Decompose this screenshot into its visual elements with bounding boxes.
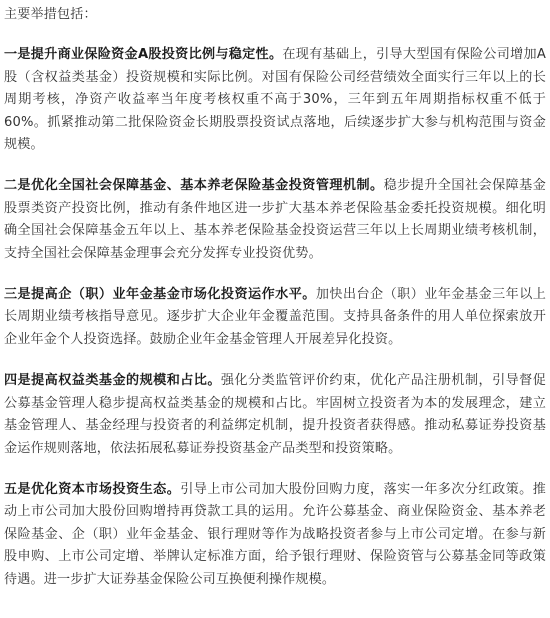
measure-2-heading: 二是优化全国社会保障基金、基本养老保险基金投资管理机制。	[4, 178, 384, 194]
measure-2-body: 稳步提升全国社会保障基金股票类资产投资比例，推动有条件地区进一步扩大基本养老保险基金委托投资规模。细化明确全国社会保障基金五年以上、基本养老保险基金投资运营三年以上长周期业绩考核机制，支持全国社会保障基金理事会充分发挥专业投资优势。	[4, 178, 546, 261]
measure-paragraph-3	[4, 284, 546, 351]
measure-4-body: 强化分类监管评价约束，优化产品注册机制，引导督促公募基金管理人稳步提高权益类基金的规模和占比。牢固树立投资者为本的发展理念，建立基金管理人、基金经理与投资者的利益绑定机制，提升投资者获得感。推动私募证券投资基金运作规则落地，依法拓展私募证券投资基金产品类型和投资策略。	[4, 373, 546, 456]
measure-1-heading: 一是提升商业保险资金A股投资比例与稳定性。	[4, 47, 283, 63]
measure-4-heading: 四是提高权益类基金的规模和占比。	[4, 373, 221, 389]
intro-text: 主要举措包括：	[4, 7, 97, 22]
measure-paragraph-5	[4, 479, 546, 591]
measure-paragraph-1	[4, 44, 546, 156]
measure-1-body: 在现有基础上，引导大型国有保险公司增加A股（含权益类基金）投资规模和实际比例。对国有保险公司经营绩效全面实行三年以上的长周期考核，净资产收益率当年度考核权重不高于30%，三年到五年周期指标权重不低于60%。抓紧推动第二批保险资金长期股票投资试点落地，后续逐步扩大参与机构范围与资金规模。	[4, 47, 546, 153]
measure-3-body: 加快出台企（职）业年金基金三年以上长周期业绩考核指导意见。逐步扩大企业年金覆盖范围。支持具备条件的用人单位探索放开企业年金个人投资选择。鼓励企业年金基金管理人开展差异化投资。	[4, 287, 546, 347]
article-body	[4, 4, 546, 610]
measure-paragraph-4	[4, 370, 546, 460]
measure-3-heading: 三是提高企（职）业年金基金市场化投资运作水平。	[4, 287, 316, 303]
measure-paragraph-2	[4, 175, 546, 265]
measure-5-heading: 五是优化资本市场投资生态。	[4, 481, 181, 497]
measure-5-body: 引导上市公司加大股份回购力度，落实一年多次分红政策。推动上市公司加大股份回购增持再贷款工具的运用。允许公募基金、商业保险资金、基本养老保险基金、企（职）业年金基金、银行理财等作为战略投资者参与上市公司定增。在参与新股申购、上市公司定增、举牌认定标准方面，给予银行理财、保险资管与公募基金同等政策待遇。进一步扩大证券基金保险公司互换便利操作规模。	[4, 481, 546, 587]
